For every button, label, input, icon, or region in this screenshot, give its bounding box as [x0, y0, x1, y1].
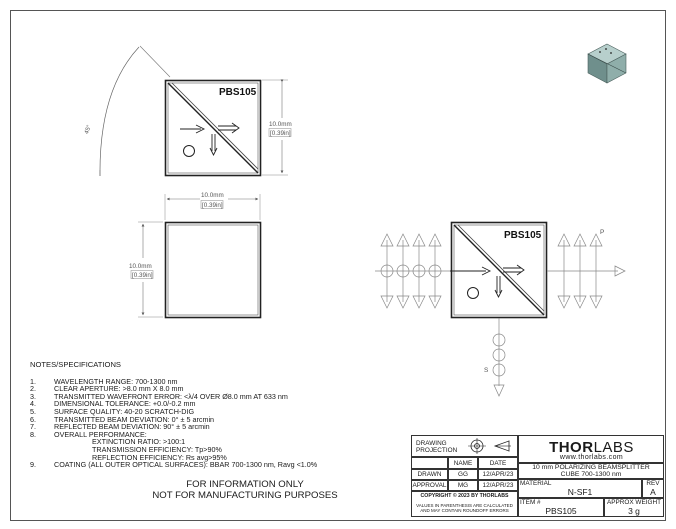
projection-symbol-icon [467, 438, 513, 454]
item-number: PBS105 [545, 506, 577, 516]
company-url: www.thorlabs.com [559, 454, 624, 461]
note-item: 1. WAVELENGTH RANGE: 700-1300 nm [30, 376, 178, 386]
front-view [129, 192, 261, 318]
reflected-s-polarization [493, 318, 505, 396]
angle-label: 45° [84, 124, 93, 136]
notes-specifications [30, 361, 400, 469]
isometric-cube-icon [588, 44, 626, 83]
note-item: 4. DIMENSIONAL TOLERANCE: +0.0/-0.2 mm [30, 399, 196, 409]
polarization-dot-beam [468, 288, 479, 299]
disclaimer-line-2: NOT FOR MANUFACTURING PURPOSES [152, 489, 338, 501]
copyright: COPYRIGHT © 2023 BY THORLABS [420, 493, 509, 499]
approx-weight: 3 g [628, 506, 640, 516]
s-label: S [484, 367, 489, 374]
notes-title: NOTES/SPECIFICATIONS [30, 360, 121, 369]
svg-text:10.0mm: 10.0mm [269, 121, 292, 128]
rev-value: A [650, 487, 656, 497]
svg-text:[0.39in]: [0.39in] [202, 202, 223, 209]
p-label: P [600, 229, 605, 236]
drawing-projection-label: DRAWING PROJECTION [416, 440, 458, 454]
note-subitem: EXTINCTION RATIO: >100:1 [92, 437, 186, 447]
svg-text:[0.39in]: [0.39in] [132, 272, 153, 279]
svg-text:10.0mm: 10.0mm [129, 263, 152, 270]
beam-diagram [375, 223, 625, 397]
information-disclaimer [135, 480, 355, 501]
note-subitem: TRANSMISSION EFFICIENCY: Tp>90% [92, 444, 222, 454]
svg-text:10.0mm: 10.0mm [201, 192, 224, 199]
material-value: N-SF1 [567, 487, 593, 497]
note-item: 2. CLEAR APERTURE: >8.0 mm X 8.0 mm [30, 384, 184, 394]
polarization-dot-top [184, 146, 195, 157]
note-item: 5. SURFACE QUALITY: 40-20 SCRATCH-DIG [30, 406, 195, 416]
angle-arc [100, 47, 139, 176]
note-item: 9. COATING (ALL OUTER OPTICAL SURFACES): BBAR 700-1300 nm, Ravg <1.0% [30, 460, 318, 470]
disclaimer-line-1: FOR INFORMATION ONLY [186, 479, 304, 490]
incident-polarization [375, 234, 450, 308]
svg-text:[0.39in]: [0.39in] [270, 130, 291, 137]
thorlabs-logo: THORLABS [549, 439, 634, 456]
cube-front-outline [166, 223, 261, 318]
cube-label-beam: PBS105 [504, 230, 542, 241]
note-item: 3. TRANSMITTED WAVEFRONT ERROR: <λ/4 OVER Ø8.0 mm AT 633 nm [30, 391, 288, 401]
note-item: 6. TRANSMITTED BEAM DEVIATION: 0° ± 5 arcmin [30, 414, 215, 424]
top-view [84, 46, 292, 176]
transmitted-p-polarization [547, 234, 625, 308]
note-subitem: REFLECTION EFFICIENCY: Rs avg>95% [92, 452, 227, 462]
part-description: 10 mm POLARIZING BEAMSPLITTER [532, 464, 650, 471]
title-block: DRAWING PROJECTION NAME DATE DRAWN GG 12/APR/23 APPROVAL MG 12/APR/23 COPYRIGHT © 2023 BY THORLABS VALUES IN PARENTHESIS ARE CALCULATED AND MAY CONTAIN ROUNDOFF ERRORS THORLABS www.thorlabs.com 10 mm POLARIZING BEAMSPLITTER CUBE 700-1300 nm MATERIAL N-SF1 REV A ITEM # PBS105 APPROX WEIGHT 3 g [411, 435, 664, 517]
note-item: 7. REFLECTED BEAM DEVIATION: 90° ± 5 arcmin [30, 422, 210, 432]
note-item: 8. OVERALL PERFORMANCE: [30, 429, 147, 439]
cube-label-top: PBS105 [219, 87, 257, 98]
